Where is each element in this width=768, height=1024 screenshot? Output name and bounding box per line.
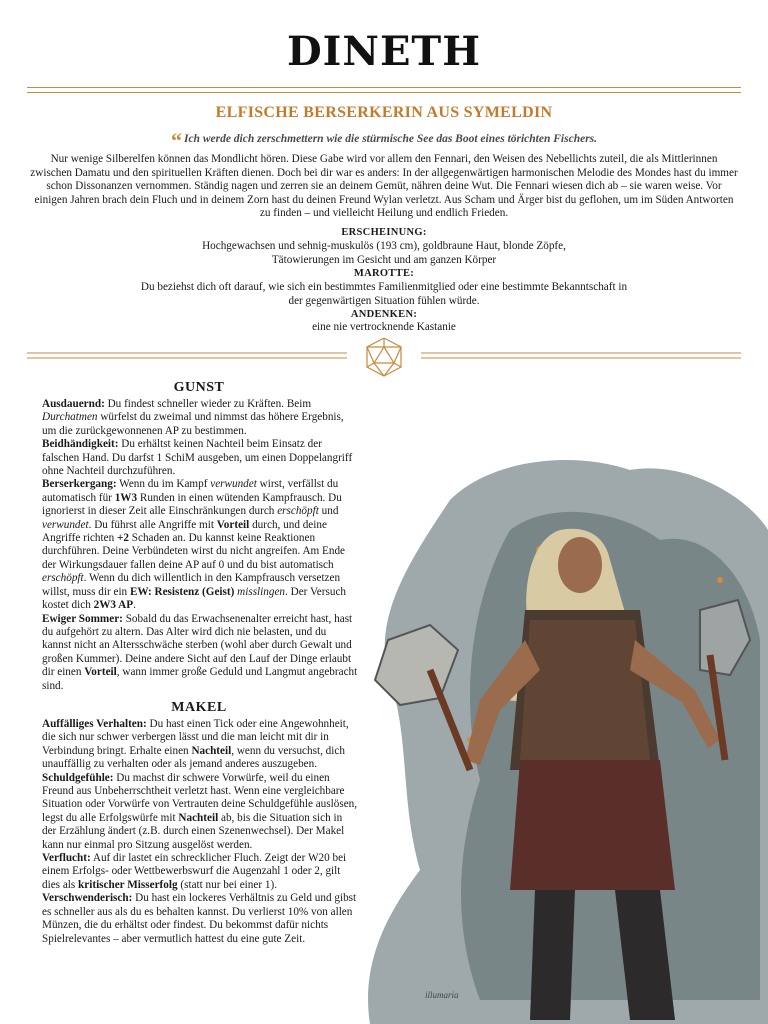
gunst-term: misslingen bbox=[237, 585, 286, 598]
gunst-label: Ausdauernd: bbox=[42, 398, 105, 410]
berserker-illustration bbox=[330, 440, 768, 1024]
artist-signature: illumaria bbox=[425, 990, 459, 1000]
gunst-list bbox=[42, 398, 358, 693]
makel-label: Auffälliges Verhalten: bbox=[42, 718, 147, 730]
erscheinung-text bbox=[60, 240, 708, 267]
gunst-heading: GUNST bbox=[173, 380, 225, 395]
gunst-item-berserkergang bbox=[42, 478, 358, 612]
makel-text: Auf dir lastet ein schrecklicher Fluch. Zeigt der W20 bei einem Erfolgs- oder Wettbewerbswurf die Augenzahl 1 oder 2, gilt dies als bbox=[42, 852, 347, 891]
gunst-label: Ewiger Sommer: bbox=[42, 612, 123, 625]
makel-text: Du hast ein lockeres Verhältnis zu Geld und gibst es schneller aus als du es behalten kannst. Du verlierst 10% von allen Münzen, die du erhältst oder findest. Du bekommst dafür nichts Spielrelevantes – aber vermutlich hattest du eine gute Zeit. bbox=[42, 892, 357, 945]
gunst-strong: Vorteil bbox=[216, 518, 250, 531]
gunst-term: erschöpft bbox=[277, 505, 319, 518]
makel-label: Schuldgefühle: bbox=[42, 771, 114, 784]
gunst-item-ausdauernd bbox=[42, 398, 358, 438]
erscheinung-heading: ERSCHEINUNG: bbox=[341, 227, 427, 238]
gunst-text: Du erhältst keinen Nachteil beim Einsatz der falschen Hand. Du darfst 1 SchiM ausgeben, um einen Doppelangriff ohne Nachteil durchzuführen. bbox=[42, 438, 353, 478]
gunst-term: verwundet bbox=[210, 478, 257, 491]
gunst-item-beidhaendigkeit bbox=[42, 438, 358, 478]
marotte-line-1: Du beziehst dich oft darauf, wie sich ein bestimmtes Familienmitglied oder eine bestimmte Bekanntschaft in bbox=[140, 281, 628, 293]
character-subtitle: ELFISCHE BERSERKERIN AUS SYMELDIN bbox=[215, 104, 553, 121]
gunst-strong: 2W3 AP bbox=[93, 599, 134, 612]
andenken-heading: ANDENKEN: bbox=[350, 309, 418, 320]
marotte-heading: MAROTTE: bbox=[353, 268, 415, 279]
makel-item-schuldgefuehle bbox=[42, 772, 358, 852]
gunst-term: verwundet bbox=[42, 518, 89, 531]
quote-mark-icon: “ bbox=[170, 128, 182, 153]
gunst-text: Runden in einen wütenden Kampfrausch. Du ignorierst in dieser Zeit alle Einschränkungen durch bbox=[42, 491, 342, 518]
quote-text: Ich werde dich zerschmettern wie die stürmische See das Boot eines törichten Fischers. bbox=[183, 133, 598, 145]
gunst-text: Schaden an. Du kannst keine Reaktionen durchführen. Deine Verbündeten wirst du nicht angreifen. Am Ende der Wirkungsdauer fallen deine AP auf 0 und du bist automatisch bbox=[42, 532, 346, 571]
makel-text: , wenn du versuchst, dich unauffällig zu verhalten oder als jemand anderes auszugeben. bbox=[42, 744, 345, 771]
gunst-text: und bbox=[318, 505, 339, 518]
character-quote bbox=[0, 128, 768, 154]
d20-icon bbox=[367, 338, 401, 376]
makel-item-verflucht bbox=[42, 852, 358, 892]
title-rule-bottom bbox=[27, 92, 741, 93]
makel-list bbox=[42, 718, 358, 946]
gunst-text: Wenn du im Kampf bbox=[116, 478, 211, 491]
gunst-term: erschöpft bbox=[42, 572, 84, 585]
makel-label: Verflucht: bbox=[42, 852, 91, 865]
gunst-text: Du findest schneller wieder zu Kräften. Beim bbox=[104, 398, 312, 410]
erscheinung-line-2: Tätowierungen im Gesicht und am ganzen Körper bbox=[271, 253, 497, 266]
intro-paragraph: Nur wenige Silberelfen können das Mondlicht hören. Diese Gabe wird vor allem den Fennari, den Weisen des Nebellichts zuteil, die als Mittlerinnen zwischen Damatu und den spirituellen Kräften dienen. Doch bei dir war es anders: In der allgegenwärtigen harmonischen Melodie des Mondes hast du immer schon Dissonanzen vernommen. Ständig nagen und zerren sie an deinem Gemüt, nähren deine Wut. Die Fennari wiesen dich ab – sie waren weise. Vor einigen Jahren brach dein Fluch und in deinem Zorn hast du deinen Freund Wylan verletzt. Aus Scham und Ärger bist du geflohen, um im Süden Antworten zu finden – und vielleicht Heilung und endlich Frieden. bbox=[30, 153, 738, 219]
gunst-text: wirst, verfällst du automatisch für bbox=[42, 478, 339, 504]
makel-text: Du hast einen Tick oder eine Angewohnheit, die sich nur schwer verbergen lässt und die man leicht mit dir in Verbindung bringt. Erhalte einen bbox=[42, 718, 349, 757]
makel-strong: kritischer Misserfolg bbox=[78, 878, 178, 891]
gunst-text: . Der Versuch kostet dich bbox=[42, 585, 347, 612]
makel-label: Verschwenderisch: bbox=[42, 892, 133, 905]
marotte-line-2: der gegenwärtigen Situation fühlen würde. bbox=[288, 294, 480, 307]
title-rule-top bbox=[27, 87, 741, 88]
gunst-text: , wann immer große Geduld und Langmut angebracht sind. bbox=[42, 666, 358, 692]
d20-divider bbox=[27, 338, 741, 378]
marotte-text bbox=[60, 281, 708, 308]
erscheinung-line-1: Hochgewachsen und sehnig-muskulös (193 cm), goldbraune Haut, blonde Zöpfe, bbox=[202, 240, 566, 252]
gunst-text: . bbox=[133, 599, 136, 612]
andenken-text: eine nie vertrocknende Kastanie bbox=[312, 321, 456, 333]
makel-heading: MAKEL bbox=[171, 700, 227, 715]
gunst-term: Durchatmen bbox=[42, 411, 98, 424]
gunst-text: würfelst du zweimal und nimmst das höhere Ergebnis, um die zurückgewonnenen AP zu bestimmen. bbox=[42, 411, 344, 437]
gunst-strong: 1W3 bbox=[114, 491, 138, 504]
character-name: DINETH bbox=[286, 28, 481, 75]
gunst-text: . Wenn du dich willentlich in den Kampfrausch versetzen willst, muss dir ein bbox=[42, 572, 341, 598]
gunst-label: Beidhändigkeit: bbox=[42, 438, 119, 451]
gunst-item-ewiger-sommer bbox=[42, 613, 358, 693]
gunst-label: Berserkergang: bbox=[42, 478, 117, 491]
gunst-text: Sobald du das Erwachsenenalter erreicht hast, hast du aufgehört zu altern. Das Alter wird dich nie belasten, und du kannst nicht an Altersschwäche sterben (wohl aber durch Gewalt und großen Kummer). Deine andere Sicht auf den Lauf der Dinge erlaubt dir einen bbox=[42, 612, 353, 679]
makel-text: ab, bis die Situation sich in der Erzählung ändert (z.B. durch einen Szenenwechsel). Der Makel kann nur einmal pro Sitzung ausgelöst werden. bbox=[42, 811, 345, 851]
gunst-strong: Vorteil bbox=[84, 666, 117, 679]
makel-strong: Nachteil bbox=[178, 811, 219, 824]
makel-item-verschwenderisch bbox=[42, 892, 358, 946]
gunst-strong: EW: Resistenz (Geist) bbox=[129, 585, 235, 598]
makel-item-auffaelliges-verhalten bbox=[42, 718, 358, 772]
gunst-text: . Du führst alle Angriffe mit bbox=[88, 518, 217, 531]
makel-text: (statt nur bei einer 1). bbox=[177, 878, 277, 891]
gunst-strong: +2 bbox=[116, 532, 129, 545]
makel-text: Du machst dir schwere Vorwürfe, weil du einen Freund aus Unbeherrschtheit verletzt hast. Wenn eine vergleichbare Situation oder Vorwürfe von Vertrauten deine Schuldgefühle auslösen, legst du alle Erfolgswürfe mit bbox=[42, 771, 358, 824]
makel-strong: Nachteil bbox=[191, 744, 232, 757]
gunst-text: durch, und deine Angriffe richten bbox=[42, 518, 327, 545]
